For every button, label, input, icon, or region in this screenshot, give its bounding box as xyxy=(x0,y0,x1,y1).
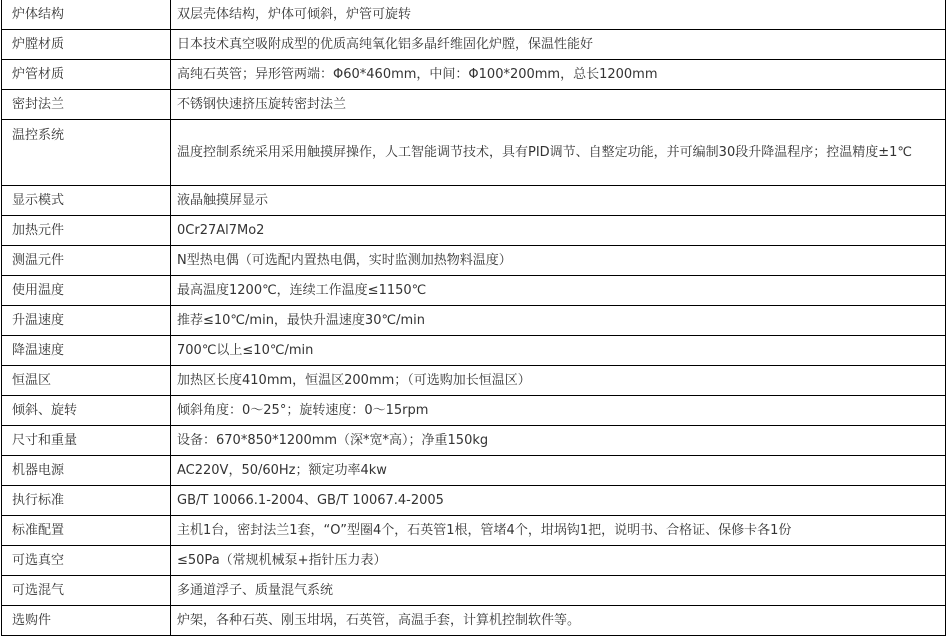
table-row xyxy=(2,336,946,366)
row-label: 可选真空 xyxy=(2,546,171,576)
row-value: 最高温度1200℃，连续工作温度≤1150℃ xyxy=(171,276,946,306)
row-label: 降温速度 xyxy=(2,336,171,366)
table-row xyxy=(2,30,946,60)
row-value: 高纯石英管；异形管两端：Φ60*460mm，中间：Φ100*200mm，总长1200mm xyxy=(171,60,946,90)
row-value: ≤50Pa（常规机械泵+指针压力表） xyxy=(171,546,946,576)
row-label: 使用温度 xyxy=(2,276,171,306)
row-value: GB/T 10066.1-2004、GB/T 10067.4-2005 xyxy=(171,486,946,516)
table-row xyxy=(2,576,946,606)
row-label: 机器电源 xyxy=(2,456,171,486)
spec-table xyxy=(1,0,946,636)
table-row xyxy=(2,0,946,30)
row-label: 尺寸和重量 xyxy=(2,426,171,456)
row-label: 标准配置 xyxy=(2,516,171,546)
table-row xyxy=(2,366,946,396)
row-value: 0Cr27Al7Mo2 xyxy=(171,216,946,246)
table-row xyxy=(2,120,946,186)
table-row xyxy=(2,90,946,120)
row-label: 温控系统 xyxy=(2,120,171,186)
row-label: 升温速度 xyxy=(2,306,171,336)
row-label: 密封法兰 xyxy=(2,90,171,120)
row-value: 多通道浮子、质量混气系统 xyxy=(171,576,946,606)
row-label: 加热元件 xyxy=(2,216,171,246)
row-value: 推荐≤10℃/min，最快升温速度30℃/min xyxy=(171,306,946,336)
row-label: 倾斜、旋转 xyxy=(2,396,171,426)
row-label: 显示模式 xyxy=(2,186,171,216)
row-label: 可选混气 xyxy=(2,576,171,606)
table-row xyxy=(2,606,946,636)
table-row xyxy=(2,60,946,90)
row-label: 炉膛材质 xyxy=(2,30,171,60)
table-row xyxy=(2,486,946,516)
row-value: 双层壳体结构，炉体可倾斜，炉管可旋转 xyxy=(171,0,946,30)
row-value: 设备：670*850*1200mm（深*宽*高）；净重150kg xyxy=(171,426,946,456)
row-label: 恒温区 xyxy=(2,366,171,396)
row-label: 测温元件 xyxy=(2,246,171,276)
row-value: 不锈钢快速挤压旋转密封法兰 xyxy=(171,90,946,120)
table-row xyxy=(2,456,946,486)
table-row xyxy=(2,186,946,216)
row-value: N型热电偶（可选配内置热电偶，实时监测加热物料温度） xyxy=(171,246,946,276)
row-value: AC220V，50/60Hz；额定功率4kw xyxy=(171,456,946,486)
table-row xyxy=(2,546,946,576)
row-value: 主机1台，密封法兰1套，“O”型圈4个，石英管1根，管堵4个，坩埚钩1把，说明书、合格证、保修卡各1份 xyxy=(171,516,946,546)
row-value: 炉架，各种石英、刚玉坩埚，石英管，高温手套，计算机控制软件等。 xyxy=(171,606,946,636)
table-row xyxy=(2,426,946,456)
row-value: 液晶触摸屏显示 xyxy=(171,186,946,216)
table-row xyxy=(2,396,946,426)
table-row xyxy=(2,306,946,336)
row-label: 炉体结构 xyxy=(2,0,171,30)
row-label: 炉管材质 xyxy=(2,60,171,90)
table-row xyxy=(2,276,946,306)
row-value: 日本技术真空吸附成型的优质高纯氧化铝多晶纤维固化炉膛，保温性能好 xyxy=(171,30,946,60)
table-row xyxy=(2,516,946,546)
row-label: 选购件 xyxy=(2,606,171,636)
row-value: 温度控制系统采用采用触摸屏操作，人工智能调节技术，具有PID调节、自整定功能，并可编制30段升降温程序；控温精度±1℃ xyxy=(171,120,946,186)
row-value: 加热区长度410mm，恒温区200mm；（可选购加长恒温区） xyxy=(171,366,946,396)
table-row xyxy=(2,246,946,276)
row-value: 倾斜角度：0～25°；旋转速度：0～15rpm xyxy=(171,396,946,426)
row-value: 700℃以上≤10℃/min xyxy=(171,336,946,366)
row-label: 执行标准 xyxy=(2,486,171,516)
table-row xyxy=(2,216,946,246)
